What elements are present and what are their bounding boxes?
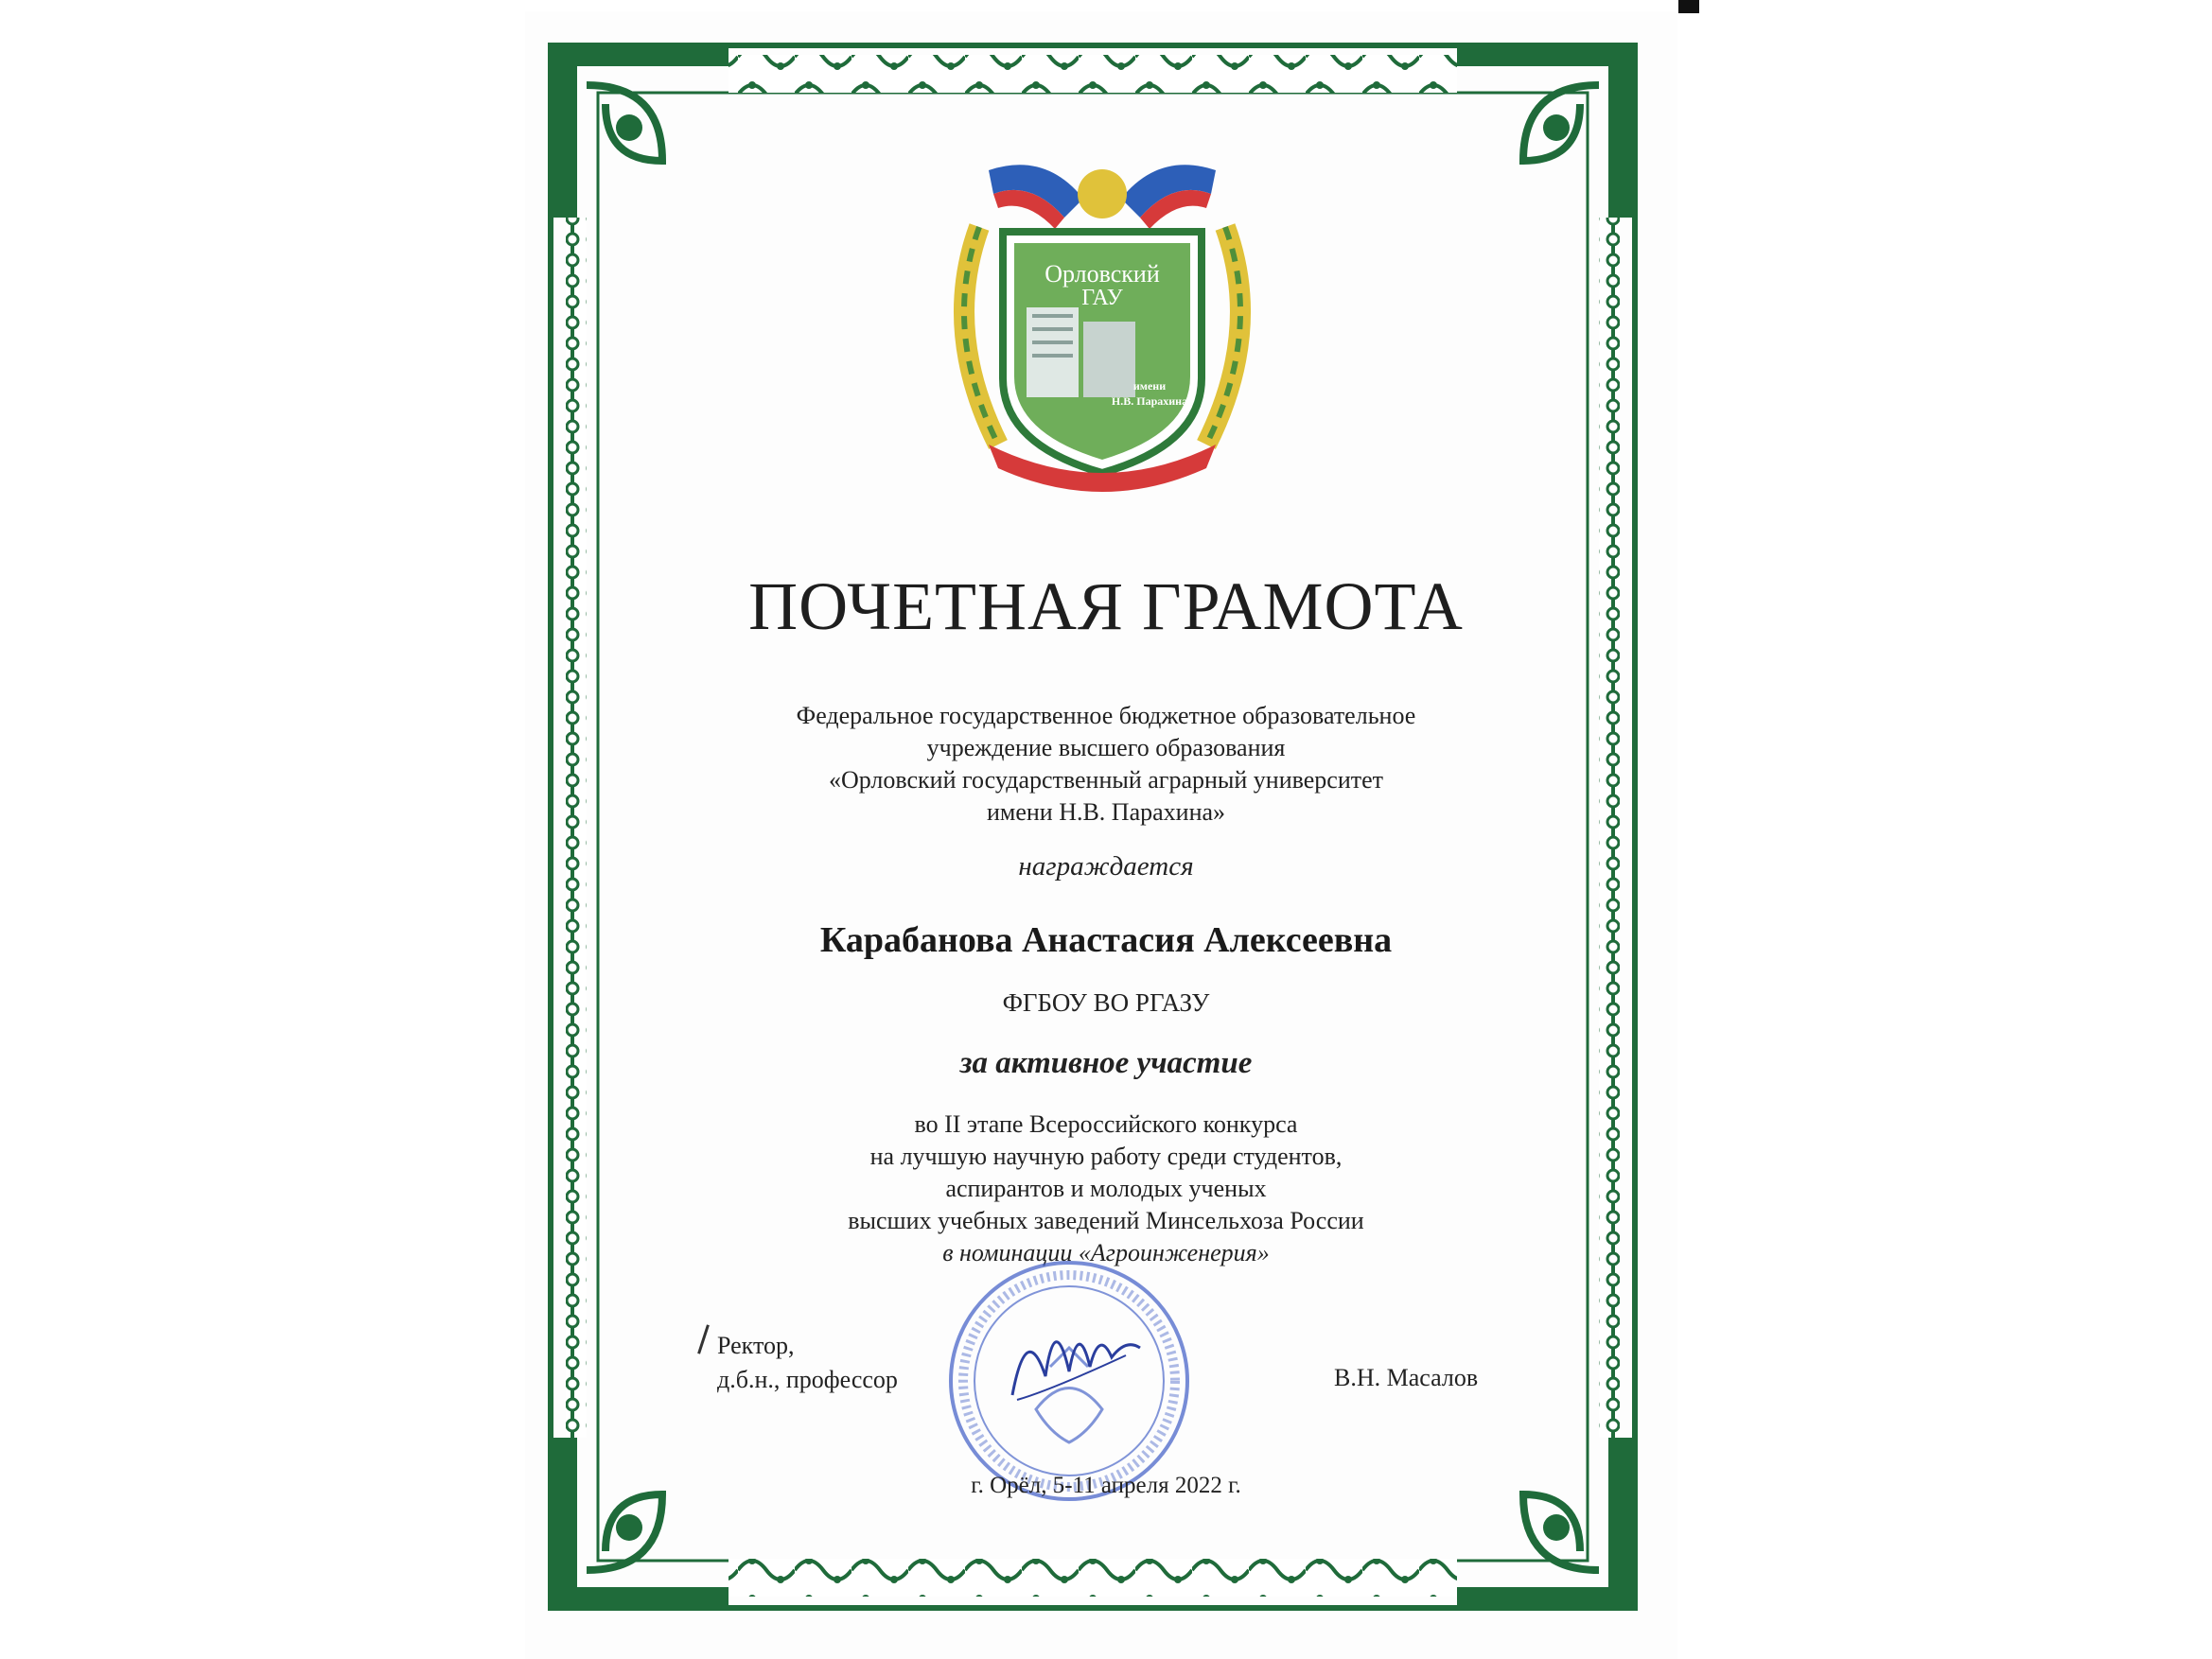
organization-block — [0, 700, 2212, 829]
signatory-title-line2: д.б.н., профессор — [717, 1366, 898, 1393]
award-reason: за активное участие — [959, 1046, 1253, 1080]
emblem-text-line2: ГАУ — [1081, 286, 1123, 310]
organization-line: «Орловский государственный аграрный университет — [828, 766, 1384, 794]
contest-line: во II этапе Всероссийского конкурса — [914, 1110, 1298, 1138]
recipient-institution: ФГБОУ ВО РГАЗУ — [1002, 988, 1210, 1017]
emblem-text-line4: Н.В. Парахина — [1111, 394, 1188, 408]
emblem-text-line3: имени — [1132, 379, 1167, 393]
contest-line: на лучшую научную работу среди студентов, — [869, 1143, 1343, 1170]
nomination-line: в номинации «Агроинженерия» — [942, 1239, 1270, 1266]
contest-description — [0, 1109, 2212, 1269]
place-and-date: г. Орёл, 5-11 апреля 2022 г. — [971, 1473, 1241, 1498]
certificate-title: ПОЧЕТНАЯ ГРАМОТА — [748, 568, 1464, 644]
official-stamp-seal — [937, 1253, 1202, 1509]
recipient-name: Карабанова Анастасия Алексеевна — [819, 920, 1393, 960]
organization-line: Федеральное государственное бюджетное образовательное — [796, 702, 1416, 729]
signatory-name: В.Н. Масалов — [1334, 1364, 1479, 1391]
contest-line: аспирантов и молодых ученых — [945, 1175, 1267, 1202]
contest-line: высших учебных заведений Минсельхоза России — [848, 1207, 1364, 1234]
signatory-title — [717, 1329, 898, 1397]
emblem-text-line1: Орловский — [1045, 260, 1160, 288]
awarded-label: награждается — [1018, 851, 1194, 882]
university-emblem-logo — [922, 142, 1282, 501]
organization-line: учреждение высшего образования — [926, 734, 1286, 761]
organization-line: имени Н.В. Парахина» — [986, 798, 1226, 826]
signatory-title-line1: Ректор, — [717, 1332, 795, 1359]
